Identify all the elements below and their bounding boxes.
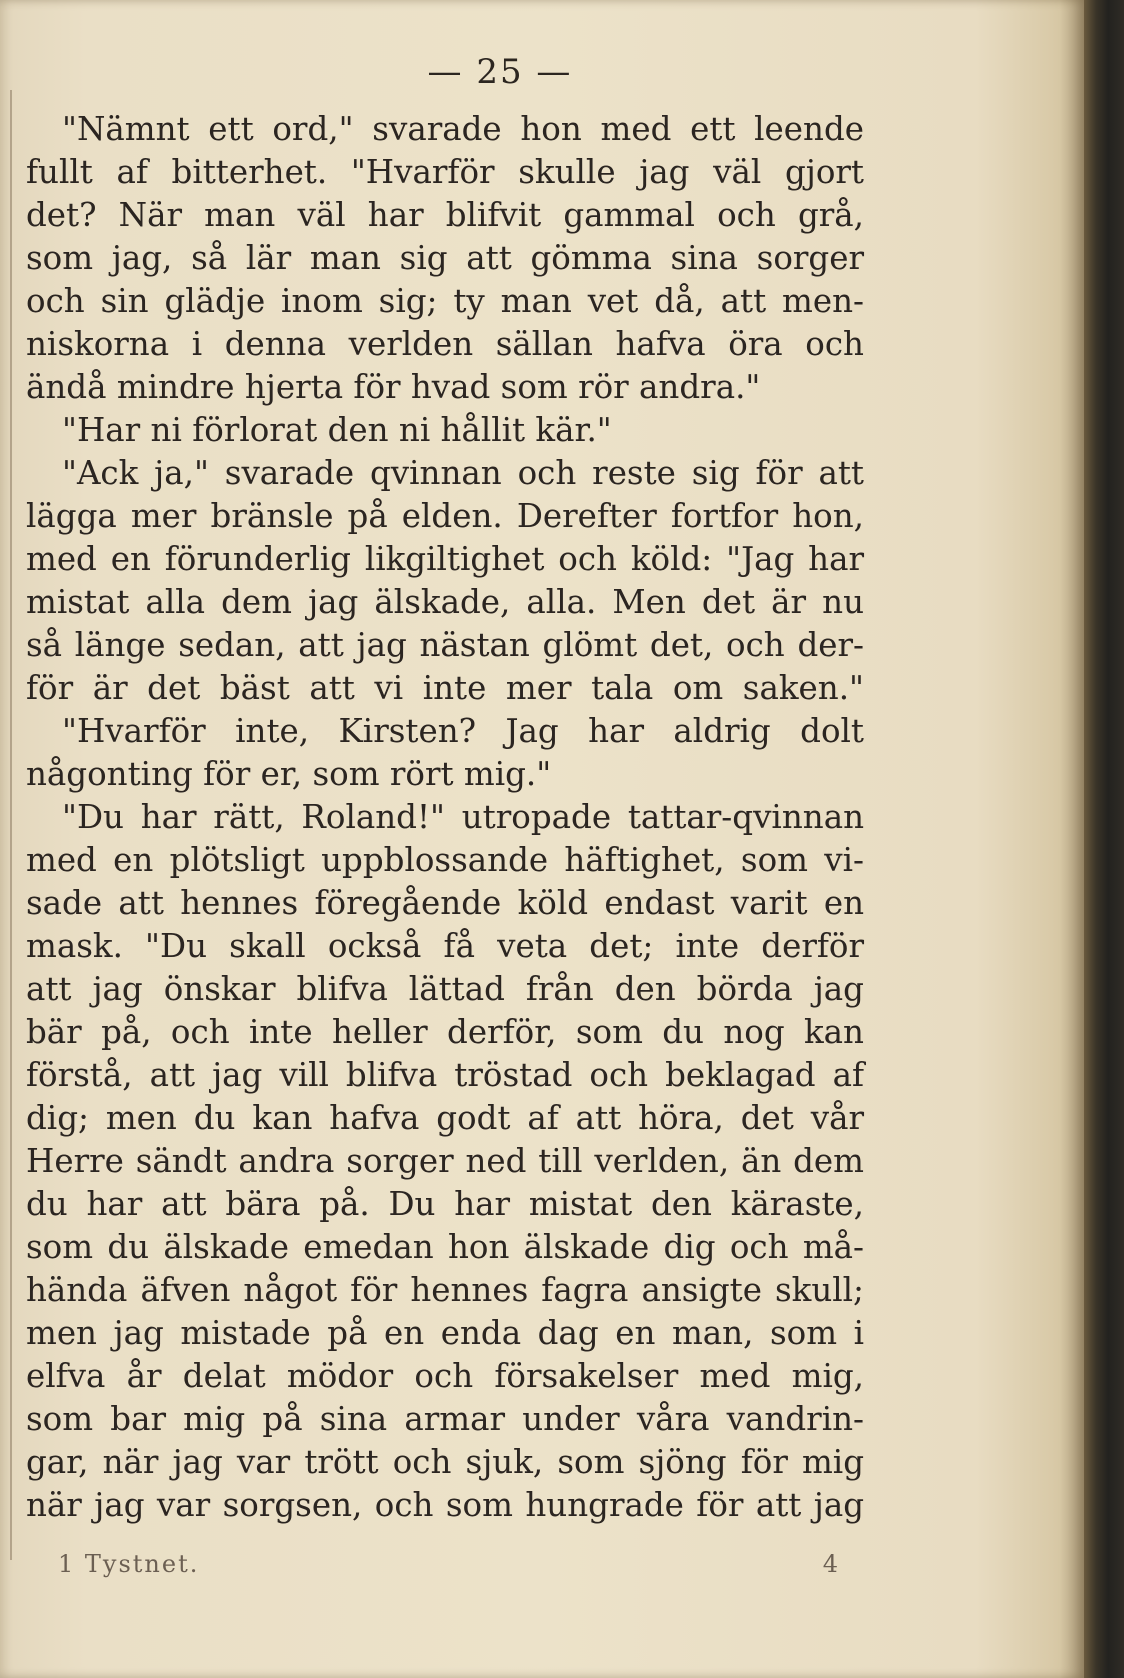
text-line: som du älskade emedan hon älskade dig och må-	[26, 1228, 864, 1266]
text-line: "Har ni förlorat den ni hållit kär."	[62, 411, 612, 449]
text-line: dig; men du kan hafva godt af att höra, det vår	[26, 1099, 864, 1137]
text-line: förstå, att jag vill blifva tröstad och beklagad af	[26, 1056, 864, 1094]
text-line: sade att hennes föregående köld endast varit en	[26, 884, 864, 922]
text-line: "Nämnt ett ord," svarade hon med ett leende	[62, 110, 864, 148]
page-edge-rule	[10, 90, 12, 1560]
text-line: fullt af bitterhet. "Hvarför skulle jag väl gjort	[26, 153, 864, 191]
book-binding	[1084, 0, 1124, 1678]
text-line: men jag mistade på en enda dag en man, som i	[26, 1314, 864, 1352]
text-line: för är det bäst att vi inte mer tala om saken."	[26, 669, 864, 707]
text-line: "Ack ja," svarade qvinnan och reste sig för att	[62, 454, 864, 492]
text-line: någonting för er, som rört mig."	[26, 755, 552, 793]
text-line: och sin glädje inom sig; ty man vet då, att men-	[26, 282, 864, 320]
text-line: gar, när jag var trött och sjuk, som sjöng för mig	[26, 1443, 864, 1481]
text-line: mask. "Du skall också få veta det; inte derför	[26, 927, 864, 965]
text-line: med en förunderlig likgiltighet och köld: "Jag har	[26, 540, 864, 578]
text-line: så länge sedan, att jag nästan glömt det, och der-	[26, 626, 864, 664]
text-line: det? När man väl har blifvit gammal och grå,	[26, 196, 864, 234]
text-line: hända äfven något för hennes fagra ansigte skull;	[26, 1271, 864, 1309]
text-line: som jag, så lär man sig att gömma sina sorger	[26, 239, 864, 277]
text-line: mistat alla dem jag älskade, alla. Men det är nu	[26, 583, 864, 621]
text-line: med en plötsligt uppblossande häftighet, som vi-	[26, 841, 864, 879]
text-line: du har att bära på. Du har mistat den käraste,	[26, 1185, 864, 1223]
page-number-header: — 25 —	[427, 52, 573, 92]
text-line: lägga mer bränsle på elden. Derefter fortfor hon,	[26, 497, 864, 535]
text-line: Herre sändt andra sorger ned till verlden, än dem	[26, 1142, 864, 1180]
page-gutter-shadow	[1060, 0, 1084, 1678]
signature-mark: 1 Tystnet.	[58, 1550, 200, 1578]
text-line: att jag önskar blifva lättad från den börda jag	[26, 970, 864, 1008]
body-text	[26, 108, 864, 1527]
text-line: bär på, och inte heller derför, som du nog kan	[26, 1013, 864, 1051]
text-line: elfva år delat mödor och försakelser med mig,	[26, 1357, 864, 1395]
sheet-number: 4	[822, 1550, 838, 1578]
text-line: niskorna i denna verlden sällan hafva öra och	[26, 325, 864, 363]
text-line: som bar mig på sina armar under våra vandrin-	[26, 1400, 864, 1438]
text-line: "Du har rätt, Roland!" utropade tattar-qvinnan	[62, 798, 864, 836]
text-line: när jag var sorgsen, och som hungrade för att jag	[26, 1486, 864, 1524]
text-line: "Hvarför inte, Kirsten? Jag har aldrig dolt	[62, 712, 864, 750]
text-line: ändå mindre hjerta för hvad som rör andra."	[26, 368, 761, 406]
